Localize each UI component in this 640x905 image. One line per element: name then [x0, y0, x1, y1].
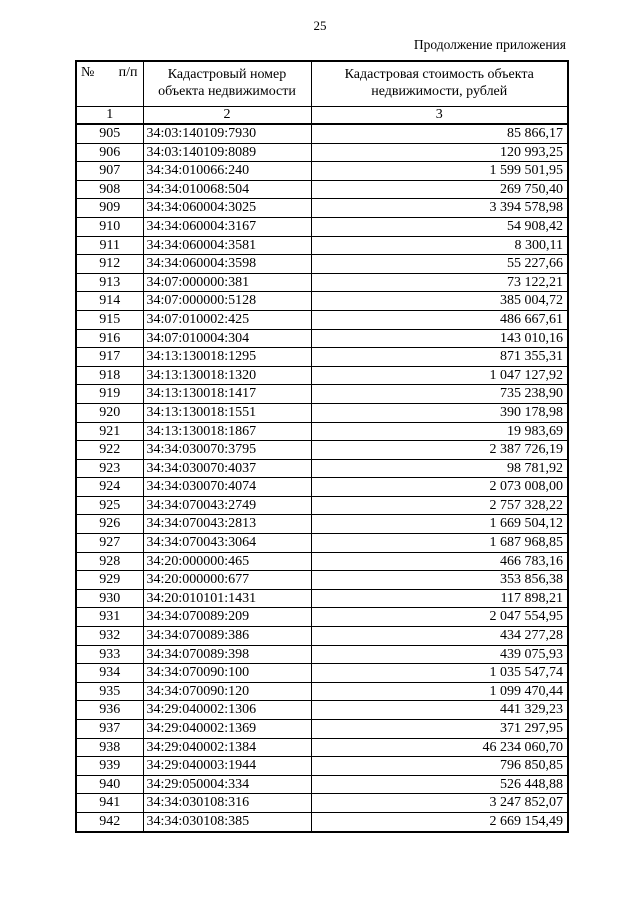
- page-number: 25: [313, 18, 327, 33]
- table-row: [76, 589, 568, 608]
- table-row: [76, 478, 568, 497]
- table-row: [76, 534, 568, 553]
- cadastral-value-cell: 8 300,11: [311, 236, 568, 255]
- row-number-cell: 923: [76, 459, 143, 478]
- cadastral-value-cell: 54 908,42: [311, 217, 568, 236]
- table-row: [76, 682, 568, 701]
- cadastral-value-cell: 390 178,98: [311, 403, 568, 422]
- table-row: [76, 720, 568, 739]
- row-number-cell: 919: [76, 385, 143, 404]
- cadastral-number-cell: 34:34:070043:3064: [143, 534, 311, 553]
- table-row: [76, 775, 568, 794]
- cadastral-number-cell: 34:34:030070:4074: [143, 478, 311, 497]
- cadastral-number-cell: 34:13:130018:1320: [143, 366, 311, 385]
- row-number-cell: 932: [76, 627, 143, 646]
- row-number-cell: 909: [76, 199, 143, 218]
- row-number-cell: 918: [76, 366, 143, 385]
- cadastral-number-cell: 34:34:030108:316: [143, 794, 311, 813]
- cadastral-number-cell: 34:34:070043:2749: [143, 496, 311, 515]
- table-row: [76, 664, 568, 683]
- cadastral-number-cell: 34:07:000000:381: [143, 273, 311, 292]
- row-number-cell: 938: [76, 738, 143, 757]
- row-number-cell: 924: [76, 478, 143, 497]
- cadastral-number-cell: 34:34:010068:504: [143, 180, 311, 199]
- table-row: [76, 441, 568, 460]
- cadastral-value-cell: 526 448,88: [311, 775, 568, 794]
- cadastral-value-cell: 269 750,40: [311, 180, 568, 199]
- table-row: [76, 255, 568, 274]
- cadastral-number-cell: 34:34:010066:240: [143, 162, 311, 181]
- cadastral-value-cell: 2 669 154,49: [311, 812, 568, 831]
- row-number-cell: 933: [76, 645, 143, 664]
- row-number-cell: 921: [76, 422, 143, 441]
- row-number-cell: 936: [76, 701, 143, 720]
- row-number-cell: 941: [76, 794, 143, 813]
- cadastral-value-cell: 434 277,28: [311, 627, 568, 646]
- row-number-cell: 931: [76, 608, 143, 627]
- row-number-cell: 925: [76, 496, 143, 515]
- cadastral-number-cell: 34:34:060004:3598: [143, 255, 311, 274]
- row-number-cell: 911: [76, 236, 143, 255]
- table-row: [76, 329, 568, 348]
- cadastral-number-cell: 34:07:010004:304: [143, 329, 311, 348]
- row-number-cell: 915: [76, 310, 143, 329]
- header-cell-row-number: [76, 61, 143, 107]
- cadastral-number-cell: 34:07:010002:425: [143, 310, 311, 329]
- row-number-cell: 928: [76, 552, 143, 571]
- row-number-cell: 927: [76, 534, 143, 553]
- table-body: [76, 124, 568, 832]
- table-header-row: [76, 61, 568, 107]
- cadastral-value-cell: 439 075,93: [311, 645, 568, 664]
- cadastral-number-cell: 34:34:070089:398: [143, 645, 311, 664]
- table-row: [76, 292, 568, 311]
- table-row: [76, 348, 568, 367]
- cadastral-number-cell: 34:34:070043:2813: [143, 515, 311, 534]
- row-number-cell: 920: [76, 403, 143, 422]
- cadastral-value-cell: 46 234 060,70: [311, 738, 568, 757]
- row-number-cell: 908: [76, 180, 143, 199]
- table-row: [76, 403, 568, 422]
- table-row: [76, 162, 568, 181]
- cadastral-number-cell: 34:29:040002:1384: [143, 738, 311, 757]
- header-cell-cadastral-value: Кадастровая стоимость объекта недвижимости, рублей: [311, 61, 568, 107]
- row-number-cell: 916: [76, 329, 143, 348]
- cadastral-number-cell: 34:13:130018:1867: [143, 422, 311, 441]
- header-pp-label: п/п: [118, 65, 138, 80]
- column-numbering-row: [76, 107, 568, 125]
- cadastral-value-cell: 796 850,85: [311, 757, 568, 776]
- cadastral-number-cell: 34:20:000000:465: [143, 552, 311, 571]
- row-number-cell: 917: [76, 348, 143, 367]
- cadastral-number-cell: 34:03:140109:8089: [143, 143, 311, 162]
- cadastral-value-cell: 486 667,61: [311, 310, 568, 329]
- cadastral-value-cell: 2 047 554,95: [311, 608, 568, 627]
- cadastral-value-cell: 2 073 008,00: [311, 478, 568, 497]
- cadastral-number-cell: 34:29:040003:1944: [143, 757, 311, 776]
- table-row: [76, 812, 568, 831]
- cadastral-number-cell: 34:34:070089:209: [143, 608, 311, 627]
- table-row: [76, 236, 568, 255]
- table-row: [76, 459, 568, 478]
- row-number-cell: 930: [76, 589, 143, 608]
- cadastral-value-cell: 1 669 504,12: [311, 515, 568, 534]
- row-number-cell: 914: [76, 292, 143, 311]
- table-row: [76, 738, 568, 757]
- cadastral-value-cell: 466 783,16: [311, 552, 568, 571]
- table-row: [76, 273, 568, 292]
- cadastral-value-cell: 2 387 726,19: [311, 441, 568, 460]
- row-number-cell: 942: [76, 812, 143, 831]
- table-row: [76, 794, 568, 813]
- row-number-cell: 937: [76, 720, 143, 739]
- cadastral-value-cell: 1 099 470,44: [311, 682, 568, 701]
- table-row: [76, 515, 568, 534]
- cadastral-number-cell: 34:34:070090:120: [143, 682, 311, 701]
- cadastral-number-cell: 34:13:130018:1295: [143, 348, 311, 367]
- cadastral-value-cell: 2 757 328,22: [311, 496, 568, 515]
- table-row: [76, 701, 568, 720]
- row-number-cell: 906: [76, 143, 143, 162]
- table-row: [76, 608, 568, 627]
- table-row: [76, 217, 568, 236]
- cadastral-number-cell: 34:34:030070:3795: [143, 441, 311, 460]
- cadastral-value-cell: 371 297,95: [311, 720, 568, 739]
- cadastral-value-cell: 143 010,16: [311, 329, 568, 348]
- table-row: [76, 310, 568, 329]
- table-row: [76, 385, 568, 404]
- cadastral-number-cell: 34:29:050004:334: [143, 775, 311, 794]
- row-number-cell: 910: [76, 217, 143, 236]
- table-row: [76, 124, 568, 143]
- header-row-number-inner: [77, 62, 143, 82]
- cadastral-number-cell: 34:34:060004:3581: [143, 236, 311, 255]
- cadastral-number-cell: 34:29:040002:1369: [143, 720, 311, 739]
- row-number-cell: 935: [76, 682, 143, 701]
- cadastral-value-cell: 85 866,17: [311, 124, 568, 143]
- table-row: [76, 552, 568, 571]
- cadastral-number-cell: 34:07:000000:5128: [143, 292, 311, 311]
- table-row: [76, 422, 568, 441]
- cadastral-number-cell: 34:34:070089:386: [143, 627, 311, 646]
- column-number-1: 1: [76, 107, 143, 125]
- table-row: [76, 199, 568, 218]
- column-number-2: 2: [143, 107, 311, 125]
- row-number-cell: 929: [76, 571, 143, 590]
- cadastral-value-cell: 1 599 501,95: [311, 162, 568, 181]
- cadastral-value-cell: 19 983,69: [311, 422, 568, 441]
- cadastral-number-cell: 34:03:140109:7930: [143, 124, 311, 143]
- cadastral-number-cell: 34:20:010101:1431: [143, 589, 311, 608]
- cadastral-number-cell: 34:34:030070:4037: [143, 459, 311, 478]
- cadastral-value-cell: 98 781,92: [311, 459, 568, 478]
- cadastral-value-cell: 871 355,31: [311, 348, 568, 367]
- cadastral-value-cell: 3 394 578,98: [311, 199, 568, 218]
- cadastral-value-cell: 1 047 127,92: [311, 366, 568, 385]
- cadastral-number-cell: 34:34:060004:3025: [143, 199, 311, 218]
- cadastral-value-cell: 55 227,66: [311, 255, 568, 274]
- row-number-cell: 913: [76, 273, 143, 292]
- table-row: [76, 143, 568, 162]
- row-number-cell: 912: [76, 255, 143, 274]
- table-row: [76, 366, 568, 385]
- cadastral-number-cell: 34:13:130018:1551: [143, 403, 311, 422]
- cadastral-value-cell: 353 856,38: [311, 571, 568, 590]
- cadastral-number-cell: 34:29:040002:1306: [143, 701, 311, 720]
- cadastral-value-cell: 120 993,25: [311, 143, 568, 162]
- header-cell-cadastral-number: Кадастровый номер объекта недвижимости: [143, 61, 311, 107]
- cadastral-value-cell: 3 247 852,07: [311, 794, 568, 813]
- row-number-cell: 907: [76, 162, 143, 181]
- cadastral-number-cell: 34:34:060004:3167: [143, 217, 311, 236]
- table-row: [76, 180, 568, 199]
- continuation-note: Продолжение приложения: [413, 37, 566, 52]
- row-number-cell: 922: [76, 441, 143, 460]
- row-number-cell: 926: [76, 515, 143, 534]
- row-number-cell: 905: [76, 124, 143, 143]
- cadastral-number-cell: 34:13:130018:1417: [143, 385, 311, 404]
- table-row: [76, 627, 568, 646]
- row-number-cell: 934: [76, 664, 143, 683]
- table-row: [76, 571, 568, 590]
- row-number-cell: 939: [76, 757, 143, 776]
- cadastral-value-cell: 117 898,21: [311, 589, 568, 608]
- header-number-sign: №: [81, 65, 95, 80]
- row-number-cell: 940: [76, 775, 143, 794]
- table-row: [76, 757, 568, 776]
- cadastral-value-cell: 1 687 968,85: [311, 534, 568, 553]
- column-number-3: 3: [311, 107, 568, 125]
- table-row: [76, 496, 568, 515]
- cadastral-number-cell: 34:34:070090:100: [143, 664, 311, 683]
- table-row: [76, 645, 568, 664]
- cadastral-number-cell: 34:34:030108:385: [143, 812, 311, 831]
- cadastral-value-cell: 735 238,90: [311, 385, 568, 404]
- cadastral-value-cell: 73 122,21: [311, 273, 568, 292]
- cadastral-table: [75, 60, 569, 833]
- cadastral-value-cell: 441 329,23: [311, 701, 568, 720]
- cadastral-value-cell: 1 035 547,74: [311, 664, 568, 683]
- cadastral-number-cell: 34:20:000000:677: [143, 571, 311, 590]
- cadastral-value-cell: 385 004,72: [311, 292, 568, 311]
